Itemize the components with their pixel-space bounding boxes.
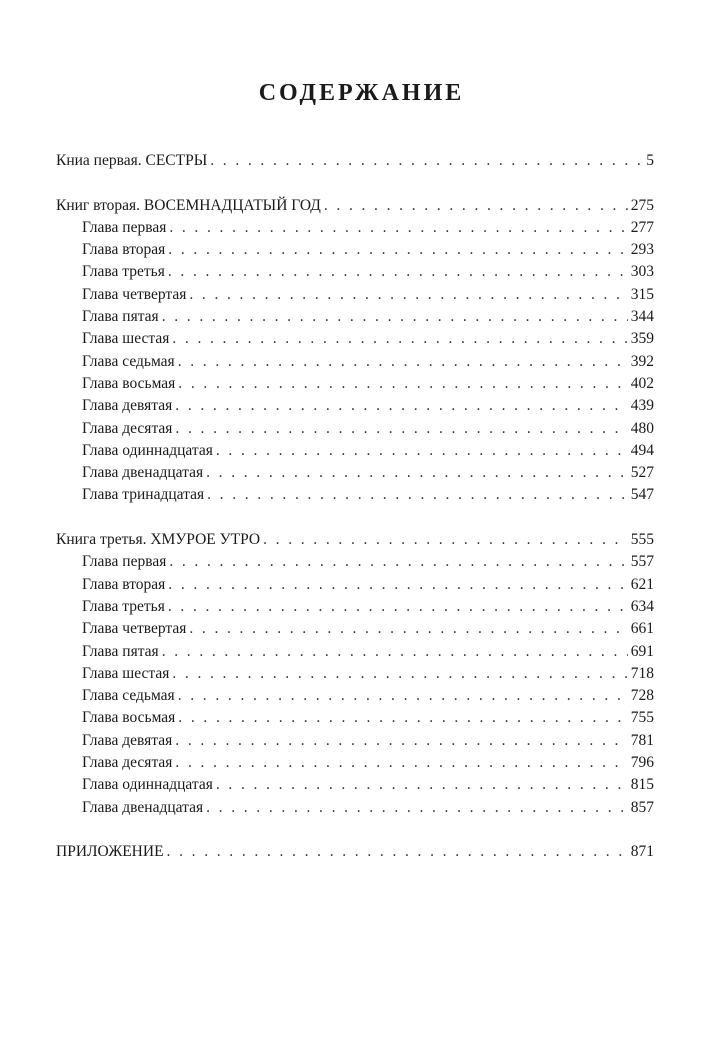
toc-entry-page-number: 439 [630, 397, 654, 415]
toc-entry-page-number: 781 [630, 731, 654, 749]
toc-entry-label: Глава одиннадцатая [82, 441, 213, 459]
toc-entry-page-number: 718 [630, 664, 654, 682]
dot-leader [167, 841, 628, 863]
toc-chapter-entry [56, 239, 654, 261]
toc-entry-page-number: 634 [630, 597, 654, 615]
toc-chapter-entry [56, 284, 654, 306]
toc-entry-label: Глава двенадцатая [82, 464, 204, 482]
toc-entry-label: Глава третья [82, 263, 165, 281]
toc-chapter-entry [56, 641, 654, 663]
toc-entry-label: Глава седьмая [82, 687, 175, 705]
dot-leader [168, 239, 627, 261]
toc-entry-label: Книг вторая. ВОСЕМНАДЦАТЫЙ ГОД [56, 196, 321, 214]
toc-entry-page-number: 277 [630, 218, 654, 236]
dot-leader [168, 596, 628, 618]
toc-entry-label: Глава тринадцатая [82, 486, 205, 504]
toc-entry-label: Глава восьмая [82, 709, 176, 727]
toc-chapter-entry [56, 752, 654, 774]
toc-chapter-entry [56, 418, 654, 440]
page-title: СОДЕРЖАНИЕ [258, 80, 465, 106]
toc-entry-page-number: 527 [630, 464, 654, 482]
dot-leader [168, 574, 627, 596]
toc-book-entry [56, 150, 654, 172]
toc-chapter-entry [56, 306, 654, 328]
dot-leader [206, 462, 628, 484]
dot-leader [172, 663, 627, 685]
toc-entry-page-number: 315 [630, 285, 654, 303]
dot-leader [175, 752, 627, 774]
toc-chapter-entry [56, 217, 654, 239]
toc-chapter-entry [56, 774, 654, 796]
toc-entry-page-number: 480 [630, 419, 654, 437]
dot-leader [178, 707, 627, 729]
dot-leader [189, 618, 627, 640]
dot-leader [206, 797, 628, 819]
toc-entry-page-number: 815 [630, 776, 654, 794]
toc-entry-label: Глава девятая [82, 397, 173, 415]
toc-entry-label: Глава четвертая [82, 285, 187, 303]
dot-leader [168, 261, 628, 283]
dot-leader [169, 551, 627, 573]
toc-chapter-entry [56, 707, 654, 729]
toc-entry-label: Глава первая [82, 218, 167, 236]
toc-entry-label: Глава одиннадцатая [82, 776, 213, 794]
dot-leader [175, 730, 627, 752]
section-gap [56, 819, 654, 841]
toc-entry-label: Глава третья [82, 597, 165, 615]
toc-entry-page-number: 796 [630, 754, 654, 772]
toc-entry-page-number: 857 [630, 798, 654, 816]
section-gap [56, 507, 654, 529]
dot-leader [178, 373, 627, 395]
toc-entry-label: Книга третья. ХМУРОЕ УТРО [56, 531, 261, 549]
toc-chapter-entry [56, 395, 654, 417]
toc-chapter-entry [56, 373, 654, 395]
toc-chapter-entry [56, 596, 654, 618]
dot-leader [162, 641, 628, 663]
dot-leader [189, 284, 627, 306]
dot-leader [162, 306, 628, 328]
section-gap [56, 172, 654, 194]
dot-leader [207, 484, 628, 506]
toc-entry-label: Глава шестая [82, 330, 170, 348]
toc-entry-page-number: 728 [630, 687, 654, 705]
toc-entry-page-number: 402 [630, 374, 654, 392]
toc-entry-label: Глава пятая [82, 642, 159, 660]
toc-book-entry [56, 529, 654, 551]
dot-leader [178, 685, 628, 707]
toc-entry-label: Глава двенадцатая [82, 798, 204, 816]
toc-chapter-entry [56, 551, 654, 573]
toc-book-entry [56, 841, 654, 863]
toc-chapter-entry [56, 618, 654, 640]
toc-chapter-entry [56, 351, 654, 373]
toc-chapter-entry [56, 574, 654, 596]
toc-entry-label: Глава пятая [82, 308, 159, 326]
toc-entry-label: Глава четвертая [82, 620, 187, 638]
toc-entry-label: Глава вторая [82, 575, 166, 593]
dot-leader [263, 529, 628, 551]
toc-chapter-entry [56, 730, 654, 752]
toc-entry-page-number: 392 [630, 352, 654, 370]
toc-entry-page-number: 359 [630, 330, 654, 348]
toc-entry-page-number: 494 [630, 441, 654, 459]
toc-entry-page-number: 293 [630, 241, 654, 259]
toc-chapter-entry [56, 462, 654, 484]
toc-entry-page-number: 344 [630, 308, 654, 326]
toc-entry-label: Глава шестая [82, 664, 170, 682]
dot-leader [169, 217, 627, 239]
toc-entry-page-number: 661 [630, 620, 654, 638]
toc-entry-page-number: 557 [630, 553, 654, 571]
toc-chapter-entry [56, 261, 654, 283]
toc-entry-label: Глава первая [82, 553, 167, 571]
toc-entry-page-number: 755 [630, 709, 654, 727]
toc-entry-label: ПРИЛОЖЕНИЕ [56, 843, 164, 861]
toc-chapter-entry [56, 440, 654, 462]
toc-entry-page-number: 303 [630, 263, 654, 281]
toc-entry-label: Глава вторая [82, 241, 166, 259]
table-of-contents [56, 150, 654, 864]
toc-chapter-entry [56, 663, 654, 685]
toc-entry-page-number: 871 [630, 843, 654, 861]
toc-chapter-entry [56, 685, 654, 707]
dot-leader [172, 328, 627, 350]
toc-entry-label: Книа первая. СЕСТРЫ [56, 152, 208, 169]
toc-entry-page-number: 555 [630, 531, 654, 549]
toc-entry-page-number: 547 [630, 486, 654, 504]
toc-entry-label: Глава десятая [82, 419, 173, 437]
toc-chapter-entry [56, 484, 654, 506]
toc-chapter-entry [56, 328, 654, 350]
toc-entry-label: Глава седьмая [82, 352, 175, 370]
toc-entry-label: Глава девятая [82, 731, 173, 749]
toc-entry-label: Глава десятая [82, 754, 173, 772]
dot-leader [216, 440, 628, 462]
toc-entry-page-number: 275 [630, 196, 654, 214]
toc-entry-page-number: 691 [630, 642, 654, 660]
dot-leader [175, 395, 627, 417]
toc-entry-label: Глава восьмая [82, 374, 176, 392]
dot-leader [175, 418, 627, 440]
dot-leader [178, 351, 628, 373]
toc-chapter-entry [56, 797, 654, 819]
dot-leader [324, 195, 628, 217]
dot-leader [210, 150, 643, 172]
toc-entry-page-number: 621 [630, 575, 654, 593]
toc-entry-page-number: 5 [646, 152, 654, 169]
toc-book-entry [56, 195, 654, 217]
dot-leader [216, 774, 628, 796]
